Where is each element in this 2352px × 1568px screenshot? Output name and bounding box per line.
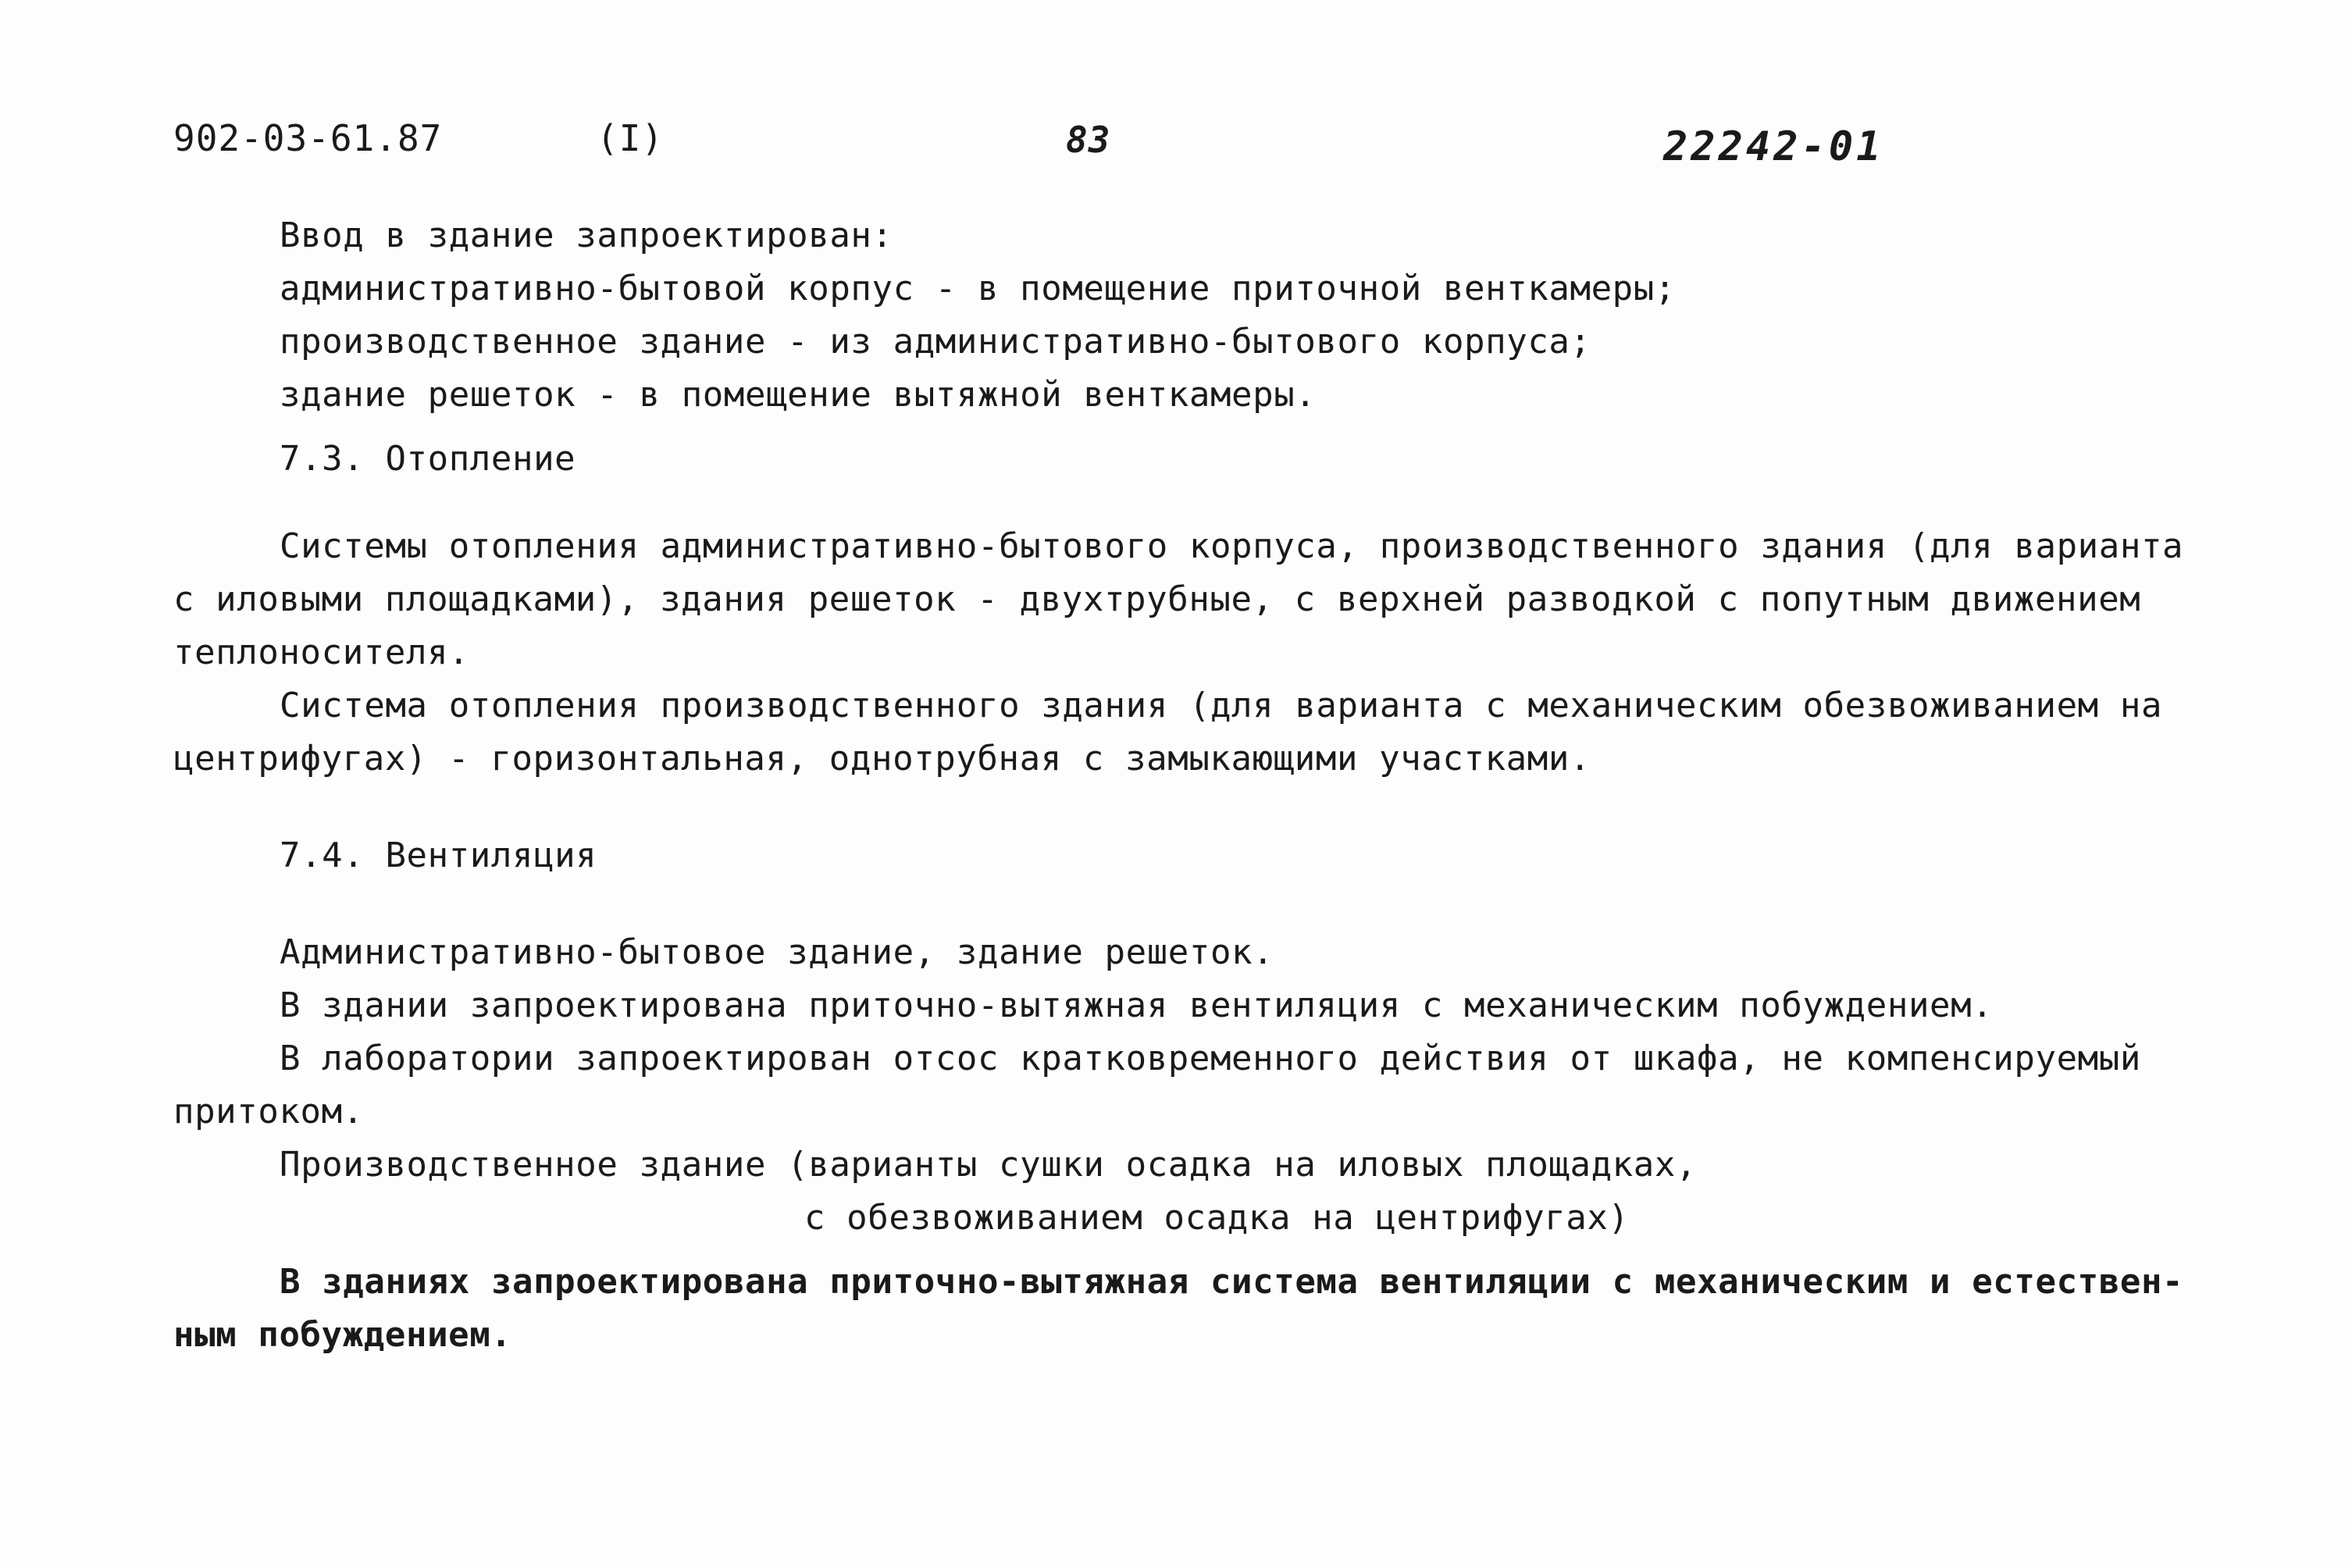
- paragraph-line: теплоносителя.: [173, 633, 470, 672]
- document-part: (I): [597, 117, 665, 159]
- paragraph-line: Системы отопления административно-бытового корпуса, производственного здания (для варианта: [280, 526, 2184, 566]
- intro-line: Ввод в здание запроектирован:: [280, 216, 893, 255]
- page-number: 83: [1066, 119, 1111, 161]
- subheading: Административно-бытовое здание, здание решеток.: [280, 932, 1274, 972]
- intro-line: здание решеток - в помещение вытяжной венткамеры.: [280, 375, 1317, 415]
- subheading: Производственное здание (варианты сушки осадка на иловых площадках,: [280, 1145, 1698, 1185]
- document-code: 902-03-61.87: [173, 117, 443, 159]
- document-body: [173, 209, 2204, 1362]
- intro-line: административно-бытовой корпус - в помещение приточной венткамеры;: [280, 269, 1676, 308]
- subheading: с обезвоживанием осадка на центрифугах): [804, 1198, 1630, 1238]
- paragraph-line: Система отопления производственного здания (для варианта с механическим обезвоживанием на: [280, 686, 2163, 725]
- paragraph-line: В здании запроектирована приточно-вытяжная вентиляция с механическим побуждением.: [280, 985, 1994, 1025]
- paragraph-line: притоком.: [173, 1092, 364, 1131]
- paragraph-line: В лаборатории запроектирован отсос кратковременного действия от шкафа, не компенсируемый: [280, 1039, 2141, 1078]
- paragraph-line: ным побуждением.: [173, 1315, 512, 1355]
- inventory-number: 22242-01: [1663, 123, 1884, 170]
- paragraph-line: с иловыми площадками), здания решеток - двухтрубные, с верхней разводкой с попутным движением: [173, 579, 2141, 619]
- intro-line: производственное здание - из административно-бытового корпуса;: [280, 322, 1591, 362]
- section-heading-heating: 7.3. Отопление: [280, 439, 576, 479]
- paragraph-line: В зданиях запроектирована приточно-вытяжная система вентиляции с механическим и естествен-: [280, 1262, 2184, 1302]
- section-heading-ventilation: 7.4. Вентиляция: [280, 836, 597, 875]
- paragraph-line: центрифугах) - горизонтальная, однотрубная с замыкающими участками.: [173, 739, 1591, 779]
